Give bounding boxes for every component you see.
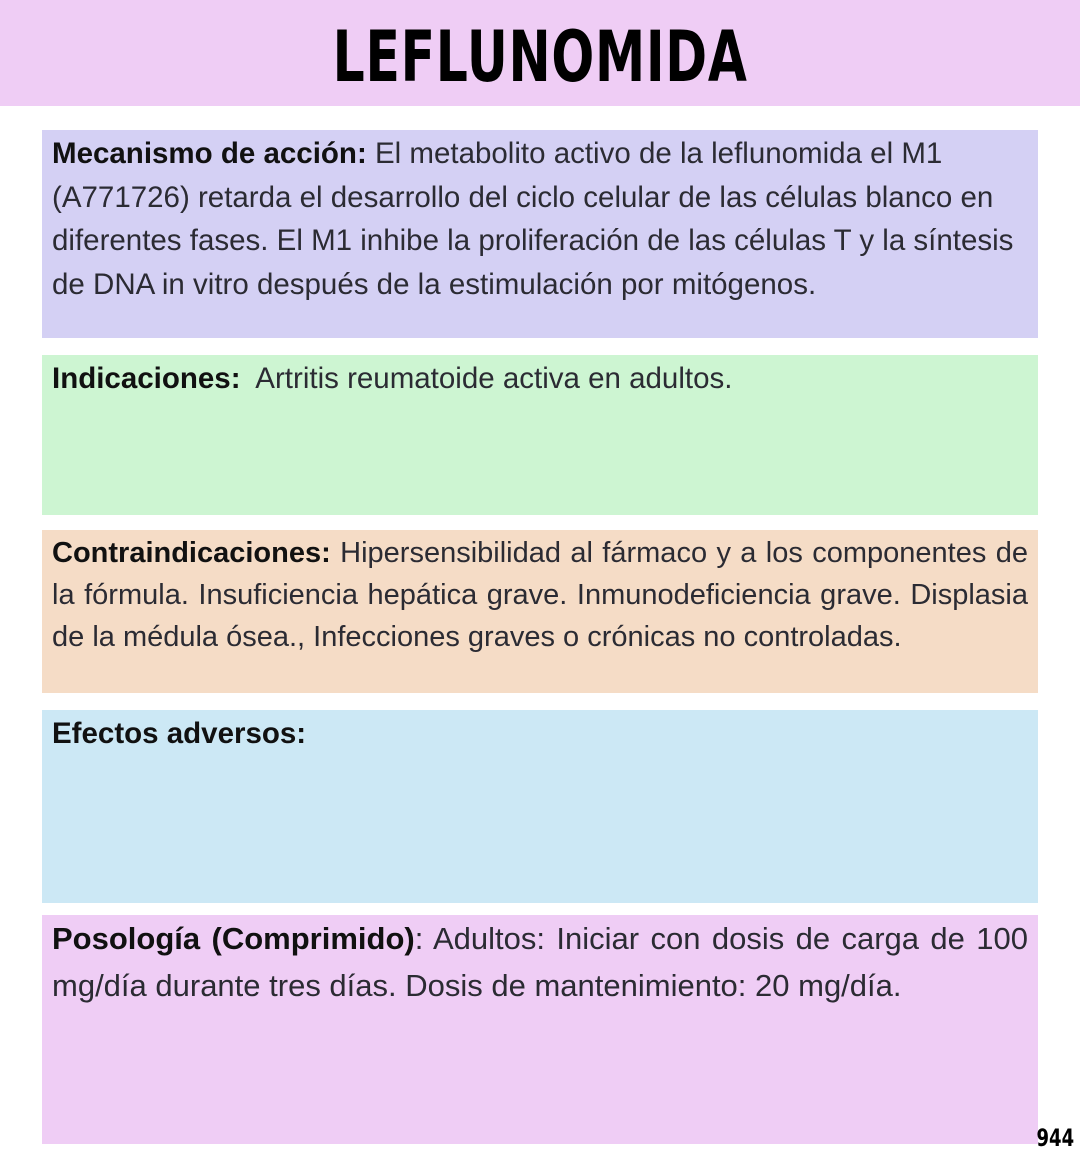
section-mecanismo-de-accion bbox=[42, 130, 1038, 338]
section-text: : Adultos: Iniciar con dosis de carga de 100 mg/día durante tres días. Dosis de mantenimiento: 20 mg/día. bbox=[52, 921, 1029, 1003]
section-indicaciones bbox=[42, 355, 1038, 515]
section-efectos-adversos bbox=[42, 710, 1038, 903]
section-contraindicaciones bbox=[42, 530, 1038, 693]
section-label: Posología (Comprimido) bbox=[52, 921, 415, 956]
page-header bbox=[0, 0, 1080, 106]
section-text: Hipersensibilidad al fármaco y a los componentes de la fórmula. Insuficiencia hepática grave. Inmunodeficiencia grave. Displasia de la médula ósea., Infecciones graves o crónicas no controladas. bbox=[52, 537, 1028, 653]
section-label: Mecanismo de acción: bbox=[52, 137, 367, 170]
section-text: Artritis reumatoide activa en adultos. bbox=[240, 362, 733, 395]
page-number: 944 bbox=[1036, 1124, 1074, 1152]
section-label: Contraindicaciones: bbox=[52, 537, 331, 569]
section-posologia bbox=[42, 915, 1038, 1144]
section-label: Efectos adversos: bbox=[52, 717, 307, 750]
drug-title: LEFLUNOMIDA bbox=[332, 16, 748, 98]
section-text: El metabolito activo de la leflunomida el M1 (A771726) retarda el desarrollo del ciclo celular de las células blanco en diferentes fases. El M1 inhibe la proliferación de las células T y la síntesis de DNA in vitro después de la estimulación por mitógenos. bbox=[52, 137, 1014, 301]
section-label: Indicaciones: bbox=[52, 362, 241, 395]
